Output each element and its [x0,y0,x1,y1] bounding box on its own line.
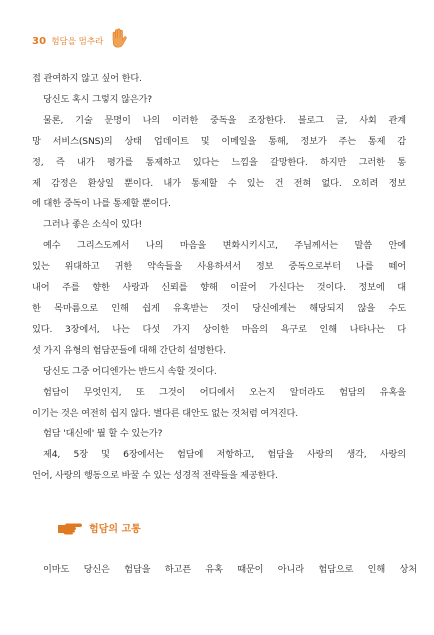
text-line: 망 서비스(SNS)의 상태 업데이트 및 이메일을 통해, 정보가 주는 통제 감 [32,135,406,147]
text-line: 당신도 혹시 그렇지 않은가? [43,93,153,105]
text-line: 험담 '대신에' 뭘 할 수 있는가? [43,428,163,440]
text-line: 접 관여하지 않고 싶어 한다. [32,73,142,84]
text-line: 있는 위대하고 귀한 약속들을 사용하셔서 정보 중독으로부터 나를 떼어 [32,261,406,273]
text-line: 한 목마름으로 인해 쉽게 유혹받는 것이 당신에게는 해당되지 않을 수도 [32,302,406,314]
text-line: 있다. 3장에서, 나는 다섯 가지 상이한 마음의 욕구로 인해 나타나는 다 [32,323,406,335]
text-line: 제4, 5장 및 6장에서는 험담에 저항하고, 험담을 사랑의 생각, 사랑의 [43,449,406,461]
text-line: 험담이 무엇인지, 또 그것이 어디에서 오는지 알더라도 험담의 유혹을 [43,386,406,398]
closing-line: 이마도 당신은 험담을 하고픈 유혹 때문이 아니라 험담으로 인해 상처 [43,564,417,575]
text-line: 에 대한 중독이 나를 통제할 뿐이다. [32,198,171,210]
text-line: 당신도 그중 어디엔가는 반드시 속할 것이다. [43,365,217,377]
running-title: 험담을 멈추라 [51,37,104,47]
text-line: 언어, 사랑의 행동으로 바꿀 수 있는 성경적 전략들을 제공한다. [32,470,278,482]
text-line: 그러나 좋은 소식이 있다! [43,219,143,231]
section-heading [57,520,141,535]
text-line: 이기는 것은 여전히 쉽지 않다. 별다른 대안도 없는 것처럼 여겨진다. [32,407,299,419]
text-line: 섯 가지 유형의 험담꾼들에 대해 간단히 설명한다. [32,344,226,356]
text-line: 제 감정은 환상일 뿐이다. 내가 통제할 수 있는 건 전혀 없다. 오히려 정보 [32,177,406,189]
pointing-hand-icon [57,521,83,535]
body-text [32,69,406,487]
page-number: 30 [32,35,47,47]
text-line: 내어 주를 향한 사랑과 신뢰를 향해 이끌어 가신다는 것이다. 정보에 대 [32,282,406,294]
page-header [32,34,128,48]
hand-icon [110,28,128,48]
text-line: 예수 그리스도께서 나의 마음을 변화시키시고, 주님께서는 말씀 안에 [43,240,406,252]
text-line: 물론, 기술 문명이 나의 이러한 중독을 조장한다. 블로그 글, 사회 관계 [43,114,406,126]
text-line: 정, 즉 내가 평가를 통제하고 있다는 느낌을 갈망한다. 하지만 그러한 통 [32,156,406,168]
section-title: 험담의 고통 [89,524,141,535]
